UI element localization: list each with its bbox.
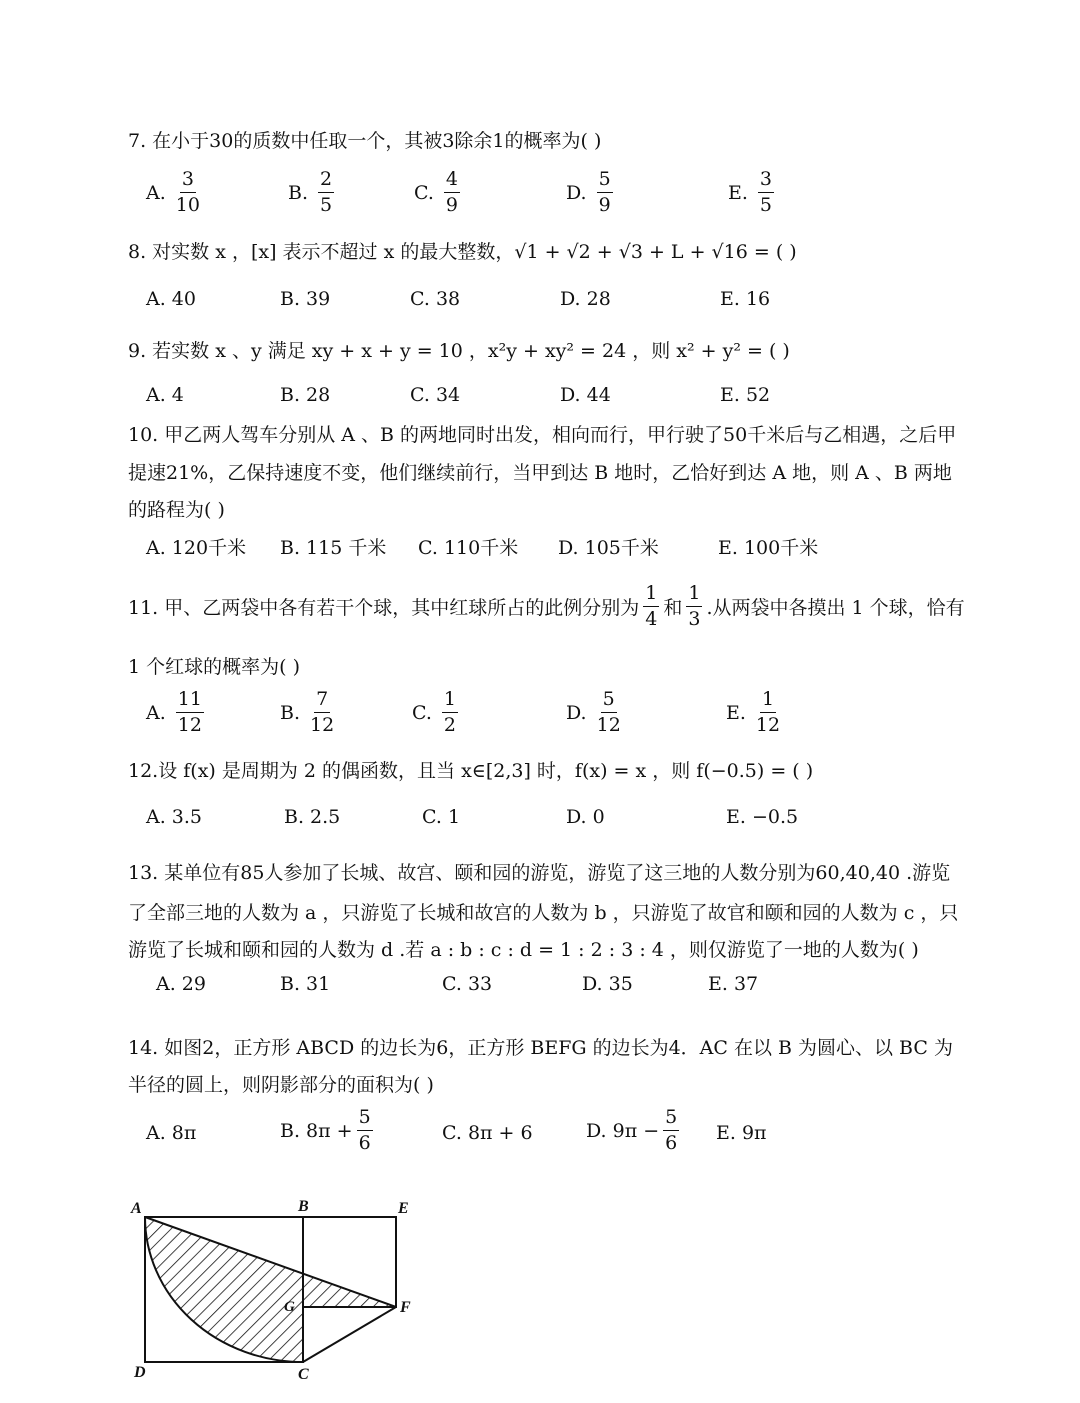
fraction: $\frac{7}{12}$ xyxy=(310,688,335,736)
option-c[interactable]: C. 38 xyxy=(410,288,461,310)
option-e[interactable]: E. $\frac{1}{12}$ xyxy=(726,688,781,736)
question-12-stem: 12.设 f(x) 是周期为 2 的偶函数，且当 x∈[2,3] 时，f(x) = x ，则 f(−0.5) = ( ) xyxy=(128,760,814,782)
option-e[interactable]: E. 16 xyxy=(720,288,771,310)
fraction: $\frac{1}{4}$ xyxy=(645,582,658,630)
question-13-line-2: 了全部三地的人数为 a ，只游览了长城和故宫的人数为 b ，只游览了故官和颐和园的人数为 c ，只 xyxy=(128,902,959,924)
fraction: $\frac{1}{3}$ xyxy=(688,582,701,630)
fraction: $\frac{4}{9}$ xyxy=(445,168,458,216)
question-8-stem: 8. 对实数 x ，[x] 表示不超过 x 的最大整数，√1 + √2 + √3 + L + √16 = ( ) xyxy=(128,241,797,263)
label-f: F xyxy=(400,1299,411,1316)
option-c[interactable]: C. 8π + 6 xyxy=(442,1122,533,1144)
option-d[interactable]: D. 0 xyxy=(566,806,605,828)
option-e[interactable]: E. 37 xyxy=(708,973,759,995)
fraction: $\frac{3}{10}$ xyxy=(175,168,200,216)
question-10-line-3: 的路程为( ) xyxy=(128,499,225,521)
question-11-line-1: 11. 甲、乙两袋中各有若干个球，其中红球所占的此例分别为 $\frac{1}{4}$ 和 $\frac{1}{3}$ .从两袋中各摸出 1 个球，恰有 xyxy=(128,582,965,630)
shaded-region xyxy=(145,1217,396,1362)
option-e[interactable]: E. −0.5 xyxy=(726,806,799,828)
option-c[interactable]: C. 1 xyxy=(422,806,461,828)
label-g: G xyxy=(284,1299,295,1315)
question-9-stem: 9. 若实数 x 、y 满足 xy + x + y = 10 ，x²y + xy² = 24 ，则 x² + y² = ( ) xyxy=(128,340,790,362)
option-a[interactable]: A. $\frac{3}{10}$ xyxy=(146,168,200,216)
question-14-line-2: 半径的圆上，则阴影部分的面积为( ) xyxy=(128,1074,434,1096)
option-c[interactable]: C. 33 xyxy=(442,973,493,995)
fraction: $\frac{3}{5}$ xyxy=(759,168,773,216)
label-d: D xyxy=(134,1364,146,1380)
question-13-line-1: 13. 某单位有85人参加了长城、故宫、颐和园的游览，游览了这三地的人数分别为60,40,40 .游览 xyxy=(128,862,951,884)
option-b[interactable]: B. 28 xyxy=(280,384,331,406)
fraction: $\frac{1}{12}$ xyxy=(755,688,781,736)
option-d[interactable]: D. 105千米 xyxy=(558,537,659,559)
label-c: C xyxy=(298,1366,309,1380)
question-11-line-2: 1 个红球的概率为( ) xyxy=(128,656,300,678)
option-a[interactable]: A. 120千米 xyxy=(146,537,247,559)
geometry-figure xyxy=(128,1195,428,1380)
option-d[interactable]: D. 44 xyxy=(560,384,611,406)
fraction: $\frac{1}{2}$ xyxy=(443,688,456,736)
option-d[interactable]: D. 35 xyxy=(582,973,633,995)
option-a[interactable]: A. 40 xyxy=(146,288,196,310)
option-b[interactable]: B. 39 xyxy=(280,288,331,310)
fraction: $\frac{2}{5}$ xyxy=(320,168,333,216)
option-d[interactable]: D. $\frac{5}{9}$ xyxy=(566,168,611,216)
option-c[interactable]: C. $\frac{4}{9}$ xyxy=(414,168,458,216)
option-d[interactable]: D. $\frac{5}{12}$ xyxy=(566,688,621,736)
question-10-line-2: 提速21%，乙保持速度不变，他们继续前行，当甲到达 B 地时，乙恰好到达 A 地，则 A 、B 两地 xyxy=(128,462,952,484)
option-e[interactable]: E. 9π xyxy=(716,1122,767,1144)
option-c[interactable]: C. $\frac{1}{2}$ xyxy=(412,688,456,736)
option-a[interactable]: A. 3.5 xyxy=(146,806,203,828)
option-c[interactable]: C. 34 xyxy=(410,384,461,406)
question-10-line-1: 10. 甲乙两人驾车分别从 A 、B 的两地同时出发，相向而行，甲行驶了50千米后与乙相遇，之后甲 xyxy=(128,424,957,446)
option-a[interactable]: A. 29 xyxy=(156,973,206,995)
option-a[interactable]: A. 8π xyxy=(146,1122,197,1144)
option-d[interactable]: D. 28 xyxy=(560,288,611,310)
label-a: A xyxy=(131,1200,142,1217)
option-e[interactable]: E. 100千米 xyxy=(718,537,819,559)
option-b[interactable]: B. 2.5 xyxy=(284,806,341,828)
segment-cf xyxy=(303,1307,396,1362)
option-c[interactable]: C. 110千米 xyxy=(418,537,519,559)
option-b[interactable]: B. 8π + $\frac{5}{6}$ xyxy=(280,1106,371,1154)
option-a[interactable]: A. 4 xyxy=(146,384,184,406)
fraction: $\frac{5}{9}$ xyxy=(598,168,611,216)
option-e[interactable]: E. 52 xyxy=(720,384,771,406)
option-e[interactable]: E. $\frac{3}{5}$ xyxy=(728,168,773,216)
question-14-line-1: 14. 如图2，正方形 ABCD 的边长为6，正方形 BEFG 的边长为4．AC 在以 B 为圆心、以 BC 为 xyxy=(128,1037,953,1059)
option-b[interactable]: B. 115 千米 xyxy=(280,537,387,559)
fraction: $\frac{5}{6}$ xyxy=(358,1106,371,1154)
fraction: $\frac{5}{12}$ xyxy=(596,688,621,736)
fraction: $\frac{5}{6}$ xyxy=(665,1106,678,1154)
option-b[interactable]: B. $\frac{7}{12}$ xyxy=(280,688,335,736)
option-a[interactable]: A. $\frac{11}{12}$ xyxy=(146,688,202,736)
label-e: E xyxy=(398,1200,409,1217)
label-b: B xyxy=(298,1198,309,1215)
question-7-stem: 7. 在小于30的质数中任取一个，其被3除余1的概率为( ) xyxy=(128,130,602,152)
option-b[interactable]: B. 31 xyxy=(280,973,331,995)
question-13-line-3: 游览了长城和颐和园的人数为 d .若 a : b : c : d = 1 : 2 : 3 : 4 ，则仅游览了一地的人数为( ) xyxy=(128,939,919,961)
option-d[interactable]: D. 9π − $\frac{5}{6}$ xyxy=(586,1106,678,1154)
fraction: $\frac{11}{12}$ xyxy=(177,688,202,736)
option-b[interactable]: B. $\frac{2}{5}$ xyxy=(288,168,333,216)
